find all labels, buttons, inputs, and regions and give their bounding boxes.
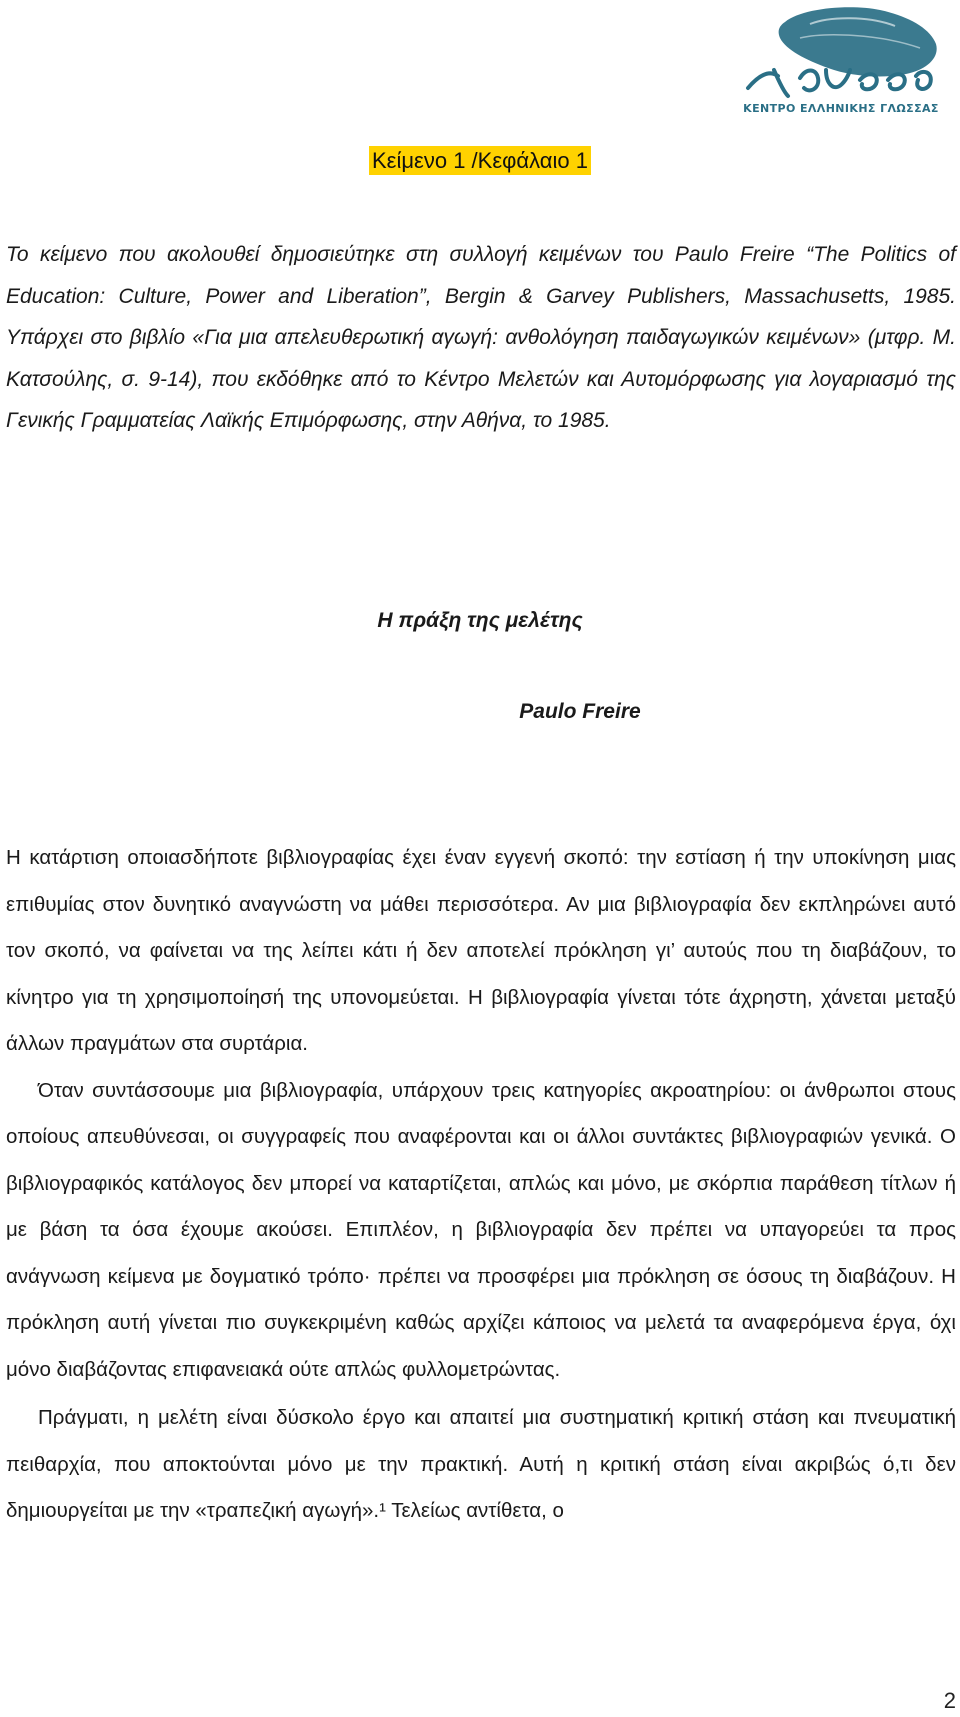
article-body (6, 835, 956, 1535)
logo (730, 4, 952, 122)
chapter-heading (0, 148, 960, 174)
chapter-heading-text: Κείμενο 1 /Κεφάλαιο 1 (369, 146, 591, 175)
body-paragraph-3: Πράγματι, η μελέτη είναι δύσκολο έργο και απαιτεί μια συστηματική κριτική στάση και πνευματική πειθαρχία, που αποκτούνται μόνο με την πρακτική. Αυτή η κριτική στάση είναι ακριβώς ό,τι δεν δημιουργείται με την «τραπεζική αγωγή».¹ Τελείως αντίθετα, ο (6, 1406, 956, 1522)
logo-subtitle: ΚΕΝΤΡΟ ΕΛΛΗΝΙΚΗΣ ΓΛΩΣΣΑΣ (743, 102, 939, 115)
body-paragraph-1: Η κατάρτιση οποιασδήποτε βιβλιογραφίας έχει έναν εγγενή σκοπό: την εστίαση ή την υποκίνηση μιας επιθυμίας στον δυνητικό αναγνώστη να μάθει περισσότερα. Αν μια βιβλιογραφία δεν εκπληρώνει αυτό τον σκοπό, να φαίνεται να της λείπει κάτι ή δεν αποτελεί πρόκληση γι’ αυτούς που τη διαβάζουν, το κίνητρο για τη χρησιμοποίησή της υπονομεύεται. Η βιβλιογραφία γίνεται τότε άχρηστη, χάνεται μεταξύ άλλων πραγμάτων στα συρτάρια. (6, 846, 956, 1055)
body-paragraph-2: Όταν συντάσσουμε μια βιβλιογραφία, υπάρχουν τρεις κατηγορίες ακροατηρίου: οι άνθρωποι στους οποίους απευθύνεσαι, οι συγγραφείς που αναφέρονται και οι άλλοι συντάκτες βιβλιογραφιών γενικά. Ο βιβλιογραφικός κατάλογος δεν μπορεί να καταρτίζεται, απλώς και μόνο, με σκόρπια παράθεση τίτλων ή με βάση τα όσα έχουμε ακούσει. Επιπλέον, η βιβλιογραφία δεν πρέπει να υπαγορεύει τα προς ανάγνωση κείμενα με δογματικό τρόπο· πρέπει να προσφέρει μια πρόκληση σε όσους τη διαβάζουν. Η πρόκληση αυτή γίνεται πιο συγκεκριμένη καθώς αρχίζει κάποιος να μελετά τα αναφερόμενα έργα, όχι μόνο διαβάζοντας επιφανειακά ούτε απλώς φυλλομετρώντας. (6, 1078, 956, 1381)
intro-paragraph: Το κείμενο που ακολουθεί δημοσιεύτηκε στη συλλογή κειμένων του Paulo Freire “The Politics of Education: Culture, Power and Liberation”, Bergin & Garvey Publishers, Massachusetts, 1985. Υπάρχει στο βιβλίο «Για μια απελευθερωτική αγωγή: ανθολόγηση παιδαγωγικών κειμένων» (μτφρ. Μ. Κατσούλης, σ. 9-14), που εκδόθηκε από το Κέντρο Μελετών και Αυτομόρφωσης για λογαριασμό της Γενικής Γραμματείας Λαϊκής Επιμόρφωσης, στην Αθήνα, το 1985. (6, 243, 956, 432)
article-title: Η πράξη της μελέτης (377, 609, 583, 632)
article-author: Paulo Freire (519, 700, 641, 723)
page-number: 2 (943, 1688, 956, 1713)
logo-mark-icon (730, 4, 952, 104)
